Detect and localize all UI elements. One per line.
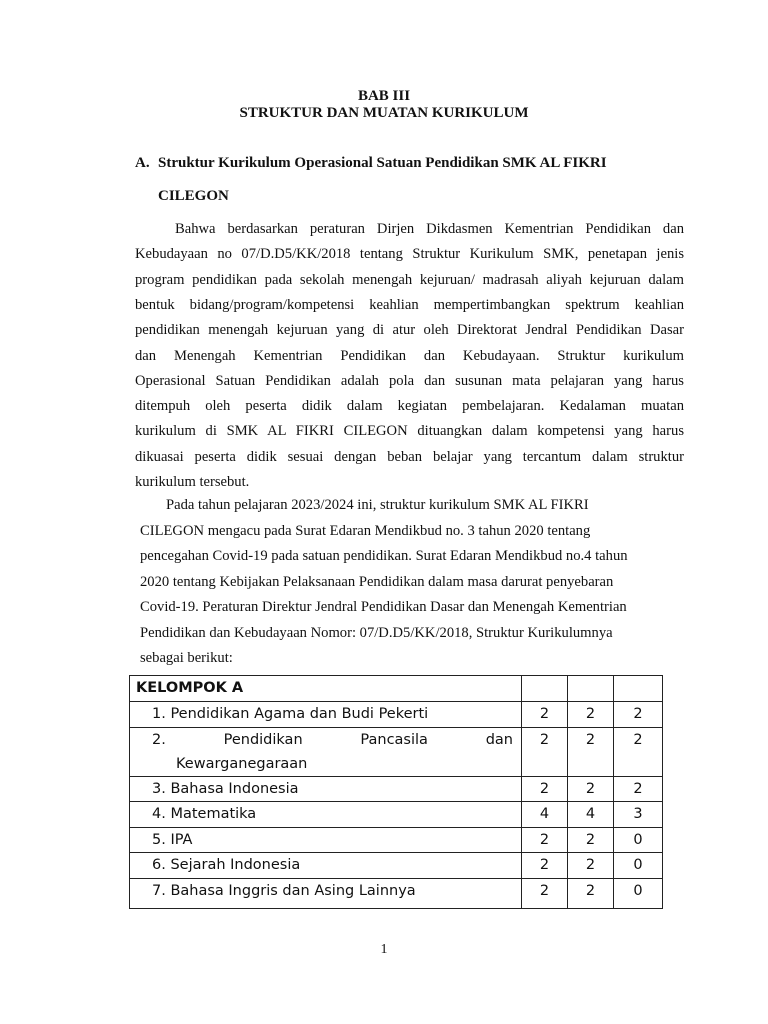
paragraph-line: Covid-19. Peraturan Direktur Jendral Pendidikan Dasar dan Menengah Kementrian bbox=[140, 599, 627, 615]
hours-cell: 4 bbox=[568, 802, 614, 828]
subject-cell: 7. Bahasa Inggris dan Asing Lainnya bbox=[130, 879, 522, 909]
subject-cell: 5. IPA bbox=[130, 828, 522, 853]
paragraph-line: 2020 tentang Kebijakan Pelaksanaan Pendidikan dalam masa darurat penyebaran bbox=[140, 573, 614, 590]
chapter-title: STRUKTUR DAN MUATAN KURIKULUM bbox=[239, 105, 529, 121]
hours-cell: 2 bbox=[568, 777, 614, 802]
section-title-cont: CILEGON bbox=[158, 188, 229, 204]
paragraph-line: Pada tahun pelajaran 2023/2024 ini, struktur kurikulum SMK AL FIKRI bbox=[166, 497, 589, 513]
hours-cell: 0 bbox=[614, 828, 663, 853]
hours-cell: 2 bbox=[614, 728, 663, 777]
paragraph-line: Bahwa berdasarkan peraturan Dirjen Dikdasmen Kementrian Pendidikan dan bbox=[175, 221, 684, 237]
paragraph-line: bentuk bidang/program/kompetensi keahlian mempertimbangkan spektrum keahlian bbox=[135, 296, 684, 313]
curriculum-table bbox=[129, 675, 663, 909]
paragraph-line: ditempuh oleh peserta didik dalam kegiatan pembelajaran. Kedalaman muatan bbox=[135, 398, 684, 415]
subject-cell: 6. Sejarah Indonesia bbox=[130, 853, 522, 879]
paragraph-line: pencegahan Covid-19 pada satuan pendidikan. Surat Edaran Mendikbud no.4 tahun bbox=[140, 548, 628, 564]
table-row bbox=[130, 728, 663, 777]
hours-cell: 2 bbox=[614, 702, 663, 728]
paragraph-line: dikuasai peserta didik sesuai dengan beban belajar yang tercantum dalam struktur bbox=[135, 448, 684, 465]
subject-cell bbox=[130, 728, 522, 777]
hours-cell: 4 bbox=[522, 802, 568, 828]
hours-cell: 2 bbox=[614, 777, 663, 802]
group-label: KELOMPOK A bbox=[130, 676, 522, 702]
hours-cell: 0 bbox=[614, 853, 663, 879]
table-group-row bbox=[130, 676, 663, 702]
hours-cell: 2 bbox=[522, 728, 568, 777]
paragraph-line: Kebudayaan no 07/D.D5/KK/2018 tentang Struktur Kurikulum SMK, penetapan jenis bbox=[135, 246, 684, 263]
paragraph-line: CILEGON mengacu pada Surat Edaran Mendikbud no. 3 tahun 2020 tentang bbox=[140, 522, 591, 539]
hours-cell: 2 bbox=[568, 853, 614, 879]
subject-continuation: Kewarganegaraan bbox=[176, 756, 308, 772]
hours-cell: 2 bbox=[568, 702, 614, 728]
paragraph-line: program pendidikan pada sekolah menengah kejuruan/ madrasah aliyah kejuruan dalam bbox=[135, 271, 684, 288]
hours-cell: 2 bbox=[522, 702, 568, 728]
page-number: 1 bbox=[380, 942, 388, 957]
hours-cell: 2 bbox=[568, 828, 614, 853]
hours-cell: 0 bbox=[614, 879, 663, 909]
paragraph-line: sebagai berikut: bbox=[140, 650, 233, 666]
table-row bbox=[130, 879, 663, 909]
hours-cell: 2 bbox=[522, 777, 568, 802]
paragraph-line: Pendidikan dan Kebudayaan Nomor: 07/D.D5/KK/2018, Struktur Kurikulumnya bbox=[140, 624, 613, 641]
subject-word: Pancasila bbox=[360, 732, 428, 748]
table-row bbox=[130, 853, 663, 879]
subject-word: Pendidikan bbox=[223, 732, 303, 748]
hours-cell: 3 bbox=[614, 802, 663, 828]
hours-cell: 2 bbox=[568, 728, 614, 777]
table-row bbox=[130, 802, 663, 828]
section-title: Struktur Kurikulum Operasional Satuan Pendidikan SMK AL FIKRI bbox=[158, 155, 607, 171]
hours-cell: 2 bbox=[522, 853, 568, 879]
chapter-label: BAB III bbox=[357, 88, 411, 104]
table-row bbox=[130, 702, 663, 728]
paragraph-line: pendidikan menengah kejuruan yang di atur oleh Direktorat Jendral Pendidikan Dasar bbox=[135, 322, 684, 339]
hours-cell: 2 bbox=[568, 879, 614, 909]
paragraph-line: kurikulum di SMK AL FIKRI CILEGON dituangkan dalam kompetensi yang harus bbox=[135, 423, 684, 440]
table-row bbox=[130, 777, 663, 802]
section-label: A. bbox=[135, 155, 150, 171]
subject-cell: 3. Bahasa Indonesia bbox=[130, 777, 522, 802]
subject-word: dan bbox=[485, 732, 513, 748]
subject-cell: 4. Matematika bbox=[130, 802, 522, 828]
paragraph-line: Operasional Satuan Pendidikan adalah pola dan susunan mata pelajaran yang harus bbox=[135, 372, 684, 389]
subject-word: 2. bbox=[152, 732, 166, 748]
hours-cell: 2 bbox=[522, 879, 568, 909]
table-row bbox=[130, 828, 663, 853]
paragraph-line: kurikulum tersebut. bbox=[135, 474, 250, 490]
hours-cell: 2 bbox=[522, 828, 568, 853]
paragraph-line: dan Menengah Kementrian Pendidikan dan Kebudayaan. Struktur kurikulum bbox=[135, 347, 684, 364]
subject-cell: 1. Pendidikan Agama dan Budi Pekerti bbox=[130, 702, 522, 728]
